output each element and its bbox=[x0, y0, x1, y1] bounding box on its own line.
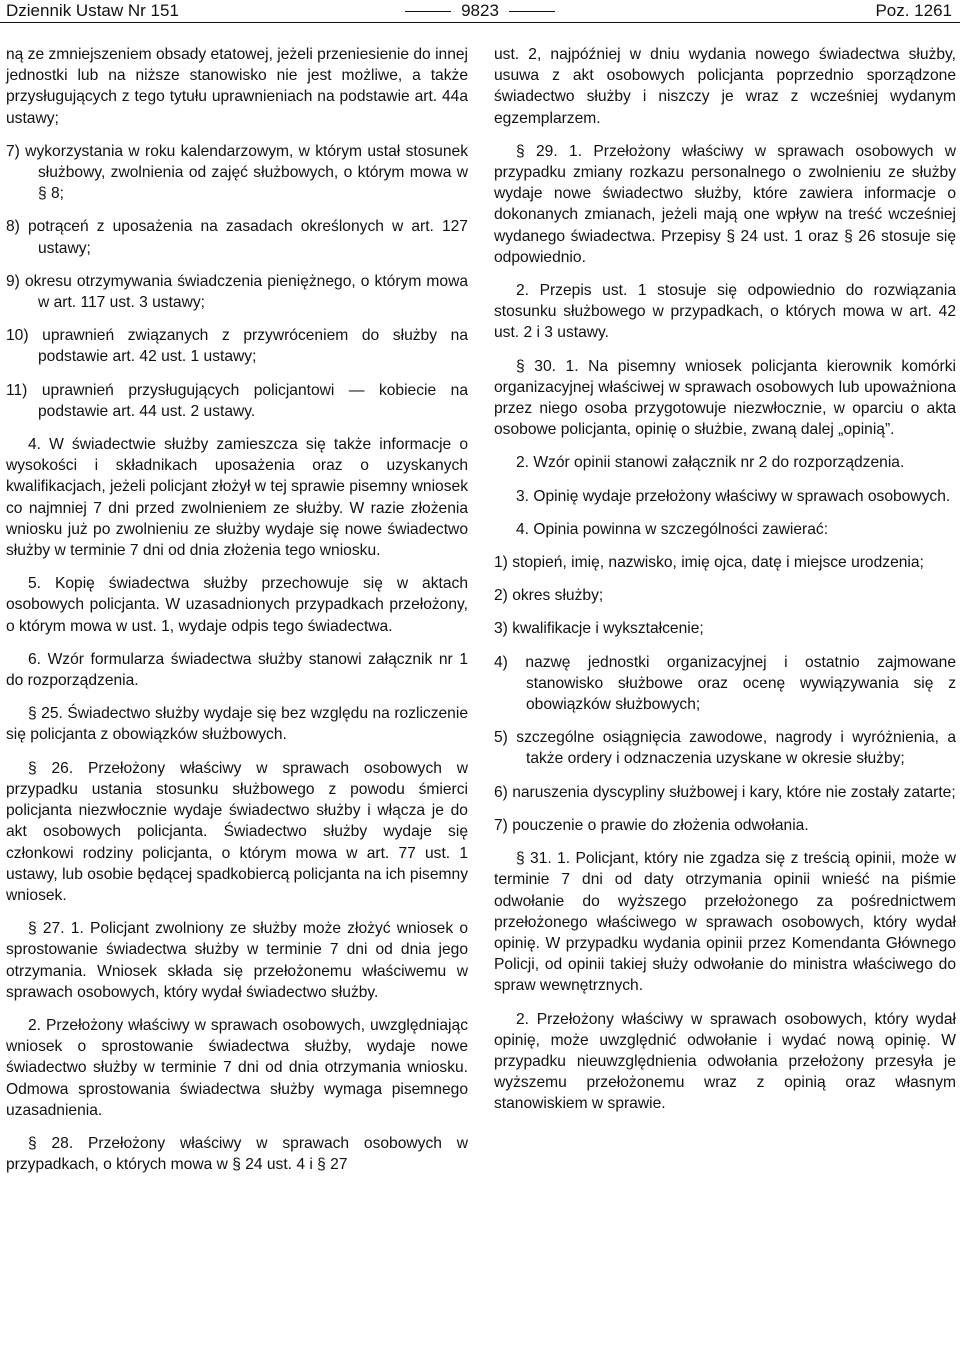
list-item: 9) okresu otrzymywania świadczenia pieniężnego, o którym mowa w art. 117 ust. 3 ustawy; bbox=[6, 272, 468, 312]
dash-right bbox=[509, 11, 555, 12]
section-paragraph: § 30. 1. Na pisemny wniosek policjanta kierownik komórki organizacyjnej właściwej w sprawach osobowych lub upoważniona przez niego osoba przygotowuje niezwłocznie, w oparciu o akta osobowe policjanta, opinię o służbie, zwaną dalej „opinią”. bbox=[494, 357, 956, 439]
paragraph: 5. Kopię świadectwa służby przechowuje się w aktach osobowych policjanta. W uzasadnionych przypadkach przełożony, o którym mowa w ust. 1, wydaje odpis tego świadectwa. bbox=[6, 575, 468, 635]
list-item: 10) uprawnień związanych z przywróceniem do służby na podstawie art. 42 ust. 1 ustawy; bbox=[6, 327, 468, 366]
list-item: 3) kwalifikacje i wykształcenie; bbox=[494, 620, 704, 638]
section-paragraph: § 27. 1. Policjant zwolniony ze służby może złożyć wniosek o sprostowanie świadectwa służby w terminie 7 dni od dnia jego otrzymania. Wniosek składa się przełożonemu właściwemu w sprawach osobowych, który wydał świadectwo służby. bbox=[6, 920, 468, 1001]
dash-left bbox=[405, 11, 451, 12]
paragraph: ust. 2, najpóźniej w dniu wydania nowego świadectwa służby, usuwa z akt osobowych policjanta poprzednio sporządzone świadectwo służby i niszczy je wraz z wcześniej wydanym egzemplarzem. bbox=[494, 46, 956, 127]
section-paragraph: § 28. Przełożony właściwy w sprawach osobowych w przypadkach, o których mowa w § 24 ust. 4 i § 27 bbox=[6, 1134, 468, 1174]
paragraph: 2. Przełożony właściwy w sprawach osobowych, który wydał opinię, może uwzględnić odwołanie i wydać nową opinię. W przypadku nieuwzględnienia odwołania przełożony przesyła je wyższemu przełożonemu wraz z opinią oraz własnym stanowiskiem w sprawie. bbox=[494, 1010, 956, 1113]
header-rule bbox=[0, 22, 960, 23]
paragraph: ną ze zmniejszeniem obsady etatowej, jeżeli przeniesienie do innej jednostki lub na niższe stanowisko nie jest możliwe, a także przysługujących z tego tytułu uprawnieniach na podstawie art. 44a ustawy; bbox=[6, 46, 469, 127]
list-item: 1) stopień, imię, nazwisko, imię ojca, datę i miejsce urodzenia; bbox=[494, 554, 924, 572]
left-column bbox=[6, 44, 468, 1187]
section-paragraph: § 31. 1. Policjant, który nie zgadza się z treścią opinii, może w terminie 7 dni od daty otrzymania opinii wnieść na piśmie odwołanie do wyższego przełożonego za pośrednictwem przełożonego właściwego w sprawach osobowych, który wydał opinię. W przypadku wydania opinii przez Komendanta Głównego Policji, od opinii takiej służy odwołanie do ministra właściwego do spraw wewnętrznych. bbox=[494, 850, 956, 995]
section-paragraph: § 26. Przełożony właściwy w sprawach osobowych w przypadku ustania stosunku służbowego z powodu śmierci policjanta niezwłocznie wydaje świadectwo służby i włącza je do akt osobowych policjanta. Świadectwo służby wydaje się członkowi rodziny policjanta, o którym mowa w art. 77 ust. 1 ustawy, lub osobie będącej spadkobiercą policjanta na ich pisemny wniosek. bbox=[6, 759, 468, 904]
right-column bbox=[494, 44, 956, 1127]
list-item: 7) pouczenie o prawie do złożenia odwołania. bbox=[494, 816, 809, 834]
paragraph: 4. W świadectwie służby zamieszcza się także informacje o wysokości i składnikach uposażenia oraz o uzyskanych kwalifikacjach, jeżeli policjant złożył w tej sprawie pisemny wniosek co najmniej 7 dni przed zwolnieniem ze służby. W razie złożenia wniosku już po zwolnieniu ze służby wydaje się nowe świadectwo służby w terminie 7 dni od dnia złożenia tego wniosku. bbox=[6, 436, 468, 560]
section-paragraph: § 29. 1. Przełożony właściwy w sprawach osobowych w przypadku zmiany rozkazu personalnego o zwolnieniu ze służby wydaje nowe świadectwo służby, które zawiera informacje o dokonanych zmianach, jeżeli mają one wpływ na treść wcześniej wydanego świadectwa. Przepisy § 24 ust. 1 oraz § 26 stosuje się odpowiednio. bbox=[494, 142, 956, 266]
paragraph: 2. Przełożony właściwy w sprawach osobowych, uwzględniając wniosek o sprostowanie świadectwa służby, wydaje nowe świadectwo służby w terminie 7 dni od dnia otrzymania wniosku. Odmowa sprostowania świadectwa służby wymaga pisemnego uzasadnienia. bbox=[6, 1016, 468, 1119]
page-number-block bbox=[0, 0, 960, 22]
journal-title: Dziennik Ustaw Nr 151 bbox=[6, 1, 179, 20]
list-item: 7) wykorzystania w roku kalendarzowym, w którym ustał stosunek służbowy, zwolnienia od zajęć służbowych, o którym mowa w § 8; bbox=[6, 142, 468, 203]
page-number: 9823 bbox=[461, 1, 499, 20]
list-item: 8) potrąceń z uposażenia na zasadach określonych w art. 127 ustawy; bbox=[6, 218, 468, 257]
section-paragraph: § 25. Świadectwo służby wydaje się bez względu na rozliczenie się policjanta z obowiązków służbowych. bbox=[6, 705, 468, 744]
list-item: 6) naruszenia dyscypliny służbowej i kary, które nie zostały zatarte; bbox=[494, 783, 956, 801]
paragraph: 4. Opinia powinna w szczególności zawierać: bbox=[516, 520, 829, 538]
list-item: 5) szczególne osiągnięcia zawodowe, nagrody i wyróżnienia, a także ordery i odznaczenia uzyskane w okresie służby; bbox=[494, 729, 956, 768]
list-item: 2) okres służby; bbox=[494, 587, 604, 605]
position-number: Poz. 1261 bbox=[875, 1, 952, 20]
paragraph: 2. Wzór opinii stanowi załącznik nr 2 do rozporządzenia. bbox=[516, 454, 905, 472]
paragraph: 2. Przepis ust. 1 stosuje się odpowiednio do rozwiązania stosunku służbowego w przypadkach, o których mowa w art. 42 ust. 2 i 3 ustawy. bbox=[494, 282, 956, 342]
list-item: 4) nazwę jednostki organizacyjnej i ostatnio zajmowane stanowisko służbowe oraz ocenę wywiązywania się z obowiązków służbowych; bbox=[494, 653, 956, 714]
paragraph: 3. Opinię wydaje przełożony właściwy w sprawach osobowych. bbox=[516, 487, 951, 505]
list-item: 11) uprawnień przysługujących policjantowi — kobiecie na podstawie art. 44 ust. 2 ustawy. bbox=[6, 381, 468, 420]
paragraph: 6. Wzór formularza świadectwa służby stanowi załącznik nr 1 do rozporządzenia. bbox=[6, 650, 468, 690]
page-header bbox=[0, 0, 960, 24]
